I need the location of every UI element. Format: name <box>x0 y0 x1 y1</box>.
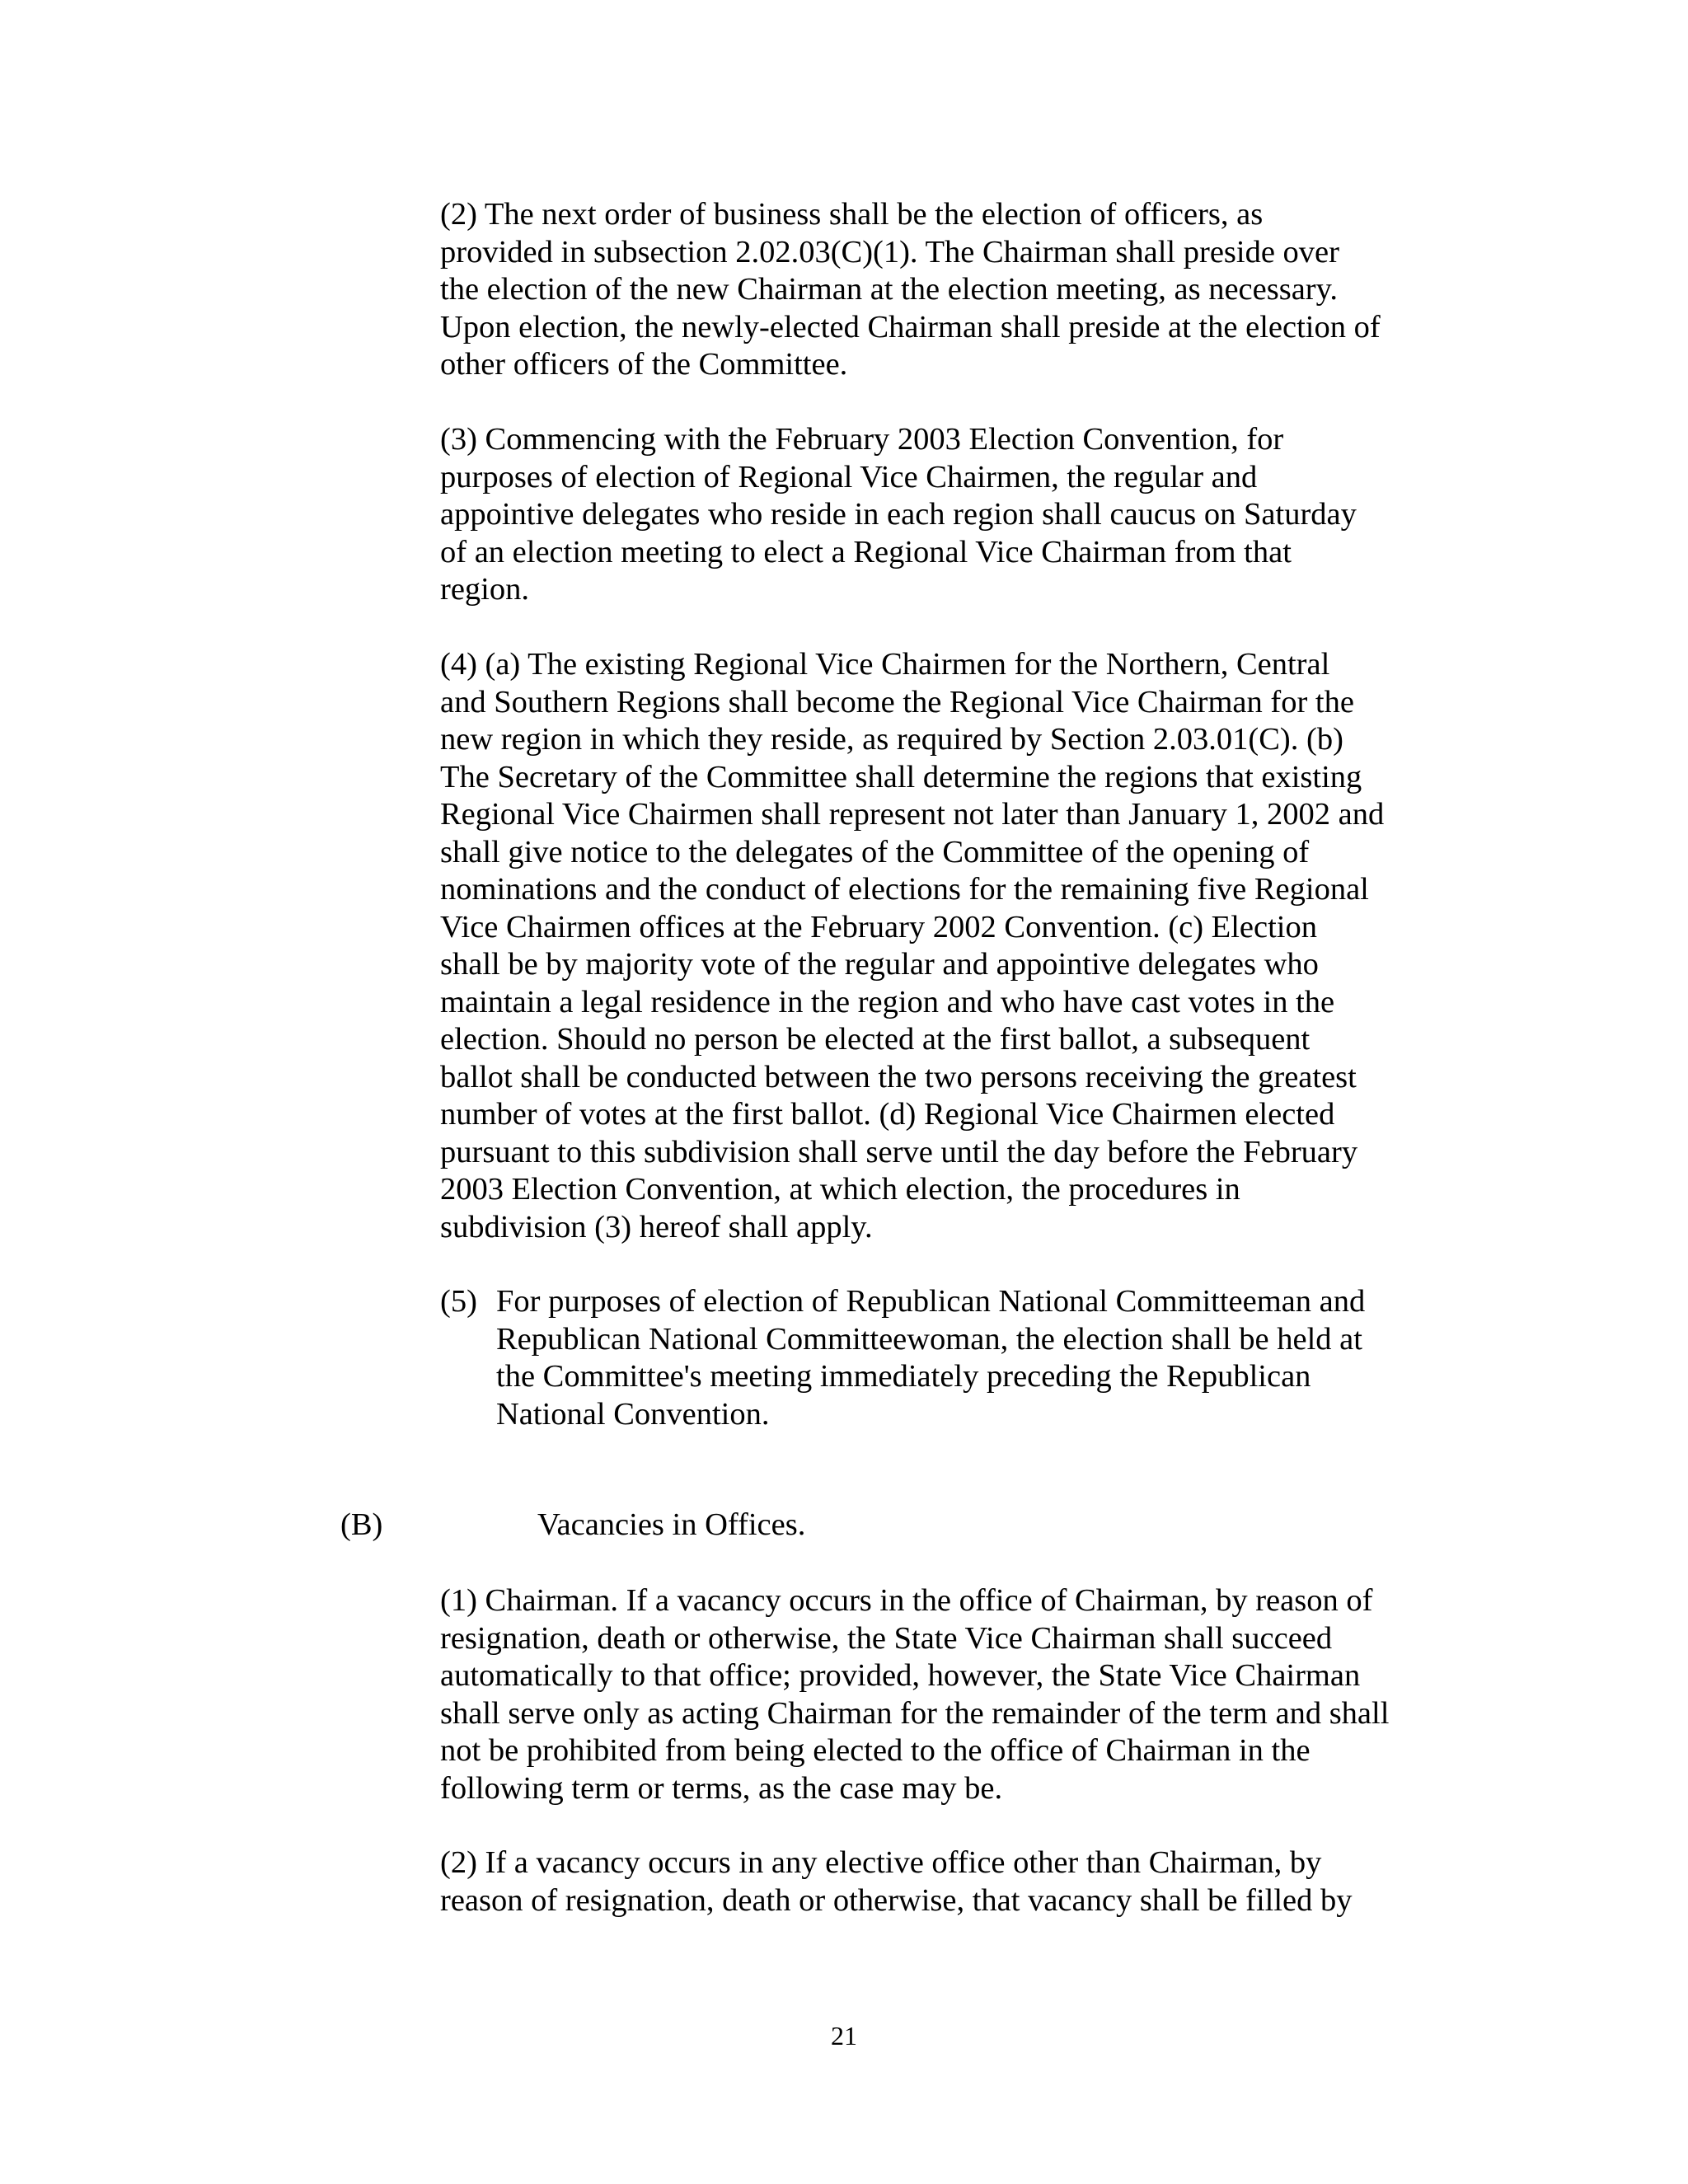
section-b-letter: (B) <box>340 1507 383 1542</box>
page-number: 21 <box>831 2021 857 2050</box>
paragraph-4: (4) (a) The existing Regional Vice Chairmen for the Northern, Central and Southern Regions shall become the Regional Vice Chairman for the new region in which they reside, as required by Section 2.03.01(C). (b) The Secretary of the Committee shall determine the regions that existing Regional Vice Chairmen shall represent not later than January 1, 2002 and shall give notice to the delegates of the Committee of the opening of nominations and the conduct of elections for the remaining five Regional Vice Chairmen offices at the February 2002 Convention. (c) Election shall be by majority vote of the regular and appointive delegates who maintain a legal residence in the region and who have cast votes in the election. Should no person be elected at the first ballot, a subsequent ballot shall be conducted between the two persons receiving the greatest number of votes at the first ballot. (d) Regional Vice Chairmen elected pursuant to this subdivision shall serve until the day before the February 2003 Election Convention, at which election, the procedures in subdivision (3) hereof shall apply. <box>440 647 1385 1244</box>
section-b-paragraph-1: (1) Chairman. If a vacancy occurs in the office of Chairman, by reason of resignation, death or otherwise, the State Vice Chairman shall succeed automatically to that office; provided, however, the State Vice Chairman shall serve only as acting Chairman for the remainder of the term and shall not be prohibited from being elected to the office of Chairman in the following term or terms, as the case may be. <box>440 1583 1390 1806</box>
paragraph-5-number: (5) <box>440 1284 477 1319</box>
paragraph-3: (3) Commencing with the February 2003 Election Convention, for purposes of election of Regional Vice Chairmen, the regular and appointive delegates who reside in each region shall caucus on Saturday of an election meeting to elect a Regional Vice Chairman from that region. <box>440 422 1357 607</box>
section-b-title: Vacancies in Offices. <box>537 1507 806 1542</box>
section-b-paragraph-2: (2) If a vacancy occurs in any elective office other than Chairman, by reason of resignation, death or otherwise, that vacancy shall be filled by <box>440 1845 1353 1918</box>
paragraph-5-text: For purposes of election of Republican National Committeeman and Republican National Committeewoman, the election shall be held at the Committee's meeting immediately preceding the Republican National Convention. <box>496 1284 1366 1432</box>
paragraph-2: (2) The next order of business shall be the election of officers, as provided in subsection 2.02.03(C)(1). The Chairman shall preside over the election of the new Chairman at the election meeting, as necessary. Upon election, the newly-elected Chairman shall preside at the election of other officers of the Committee. <box>440 197 1381 382</box>
